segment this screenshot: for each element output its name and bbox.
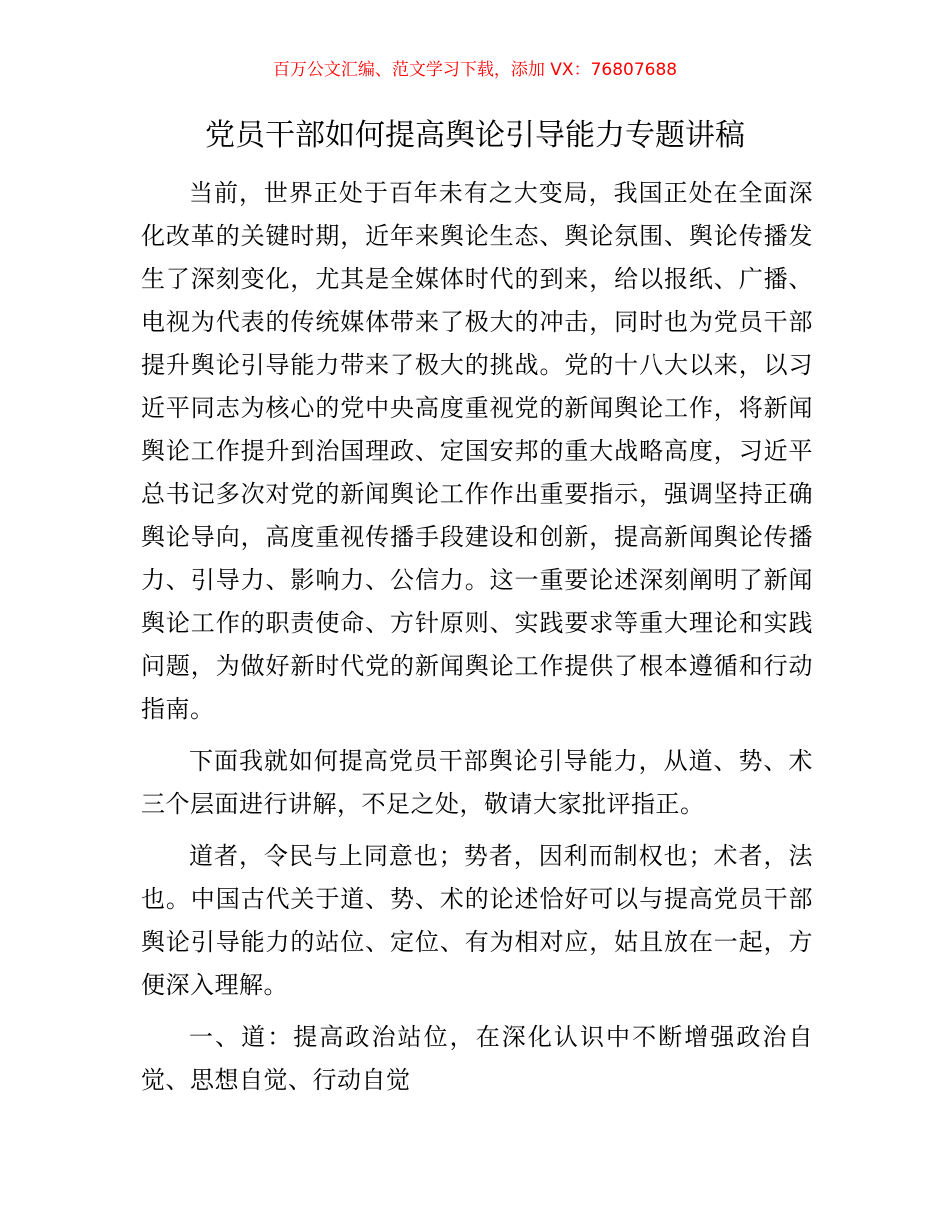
paragraph-intro: 当前，世界正处于百年未有之大变局，我国正处在全面深化改革的关键时期，近年来舆论生态、舆论氛围、舆论传播发生了深刻变化，尤其是全媒体时代的到来，给以报纸、广播、电视为代表的传统媒体带来了极大的冲击，同时也为党员干部提升舆论引导能力带来了极大的挑战。党的十八大以来，以习近平同志为核心的党中央高度重视党的新闻舆论工作，将新闻舆论工作提升到治国理政、定国安邦的重大战略高度，习近平总书记多次对党的新闻舆论工作作出重要指示，强调坚持正确舆论导向，高度重视传播手段建设和创新，提高新闻舆论传播力、引导力、影响力、公信力。这一重要论述深刻阐明了新闻舆论工作的职责使命、方针原则、实践要求等重大理论和实践问题，为做好新时代党的新闻舆论工作提供了根本遵循和行动指南。 bbox=[141, 179, 813, 723]
document-body bbox=[141, 172, 813, 1111]
section-heading-1: 一、道：提高政治站位，在深化认识中不断增强政治自觉、思想自觉、行动自觉 bbox=[141, 1023, 813, 1094]
document-title: 党员干部如何提高舆论引导能力专题讲稿 bbox=[205, 118, 745, 153]
header-note: 百万公文汇编、范文学习下载，添加 VX：76807688 bbox=[272, 60, 678, 80]
paragraph-outline: 下面我就如何提高党员干部舆论引导能力，从道、势、术三个层面进行讲解，不足之处，敬请大家批评指正。 bbox=[141, 747, 813, 818]
paragraph-dao-shi-shu: 道者，令民与上同意也；势者，因利而制权也；术者，法也。中国古代关于道、势、术的论述恰好可以与提高党员干部舆论引导能力的站位、定位、有为相对应，姑且放在一起，方便深入理解。 bbox=[141, 842, 813, 999]
